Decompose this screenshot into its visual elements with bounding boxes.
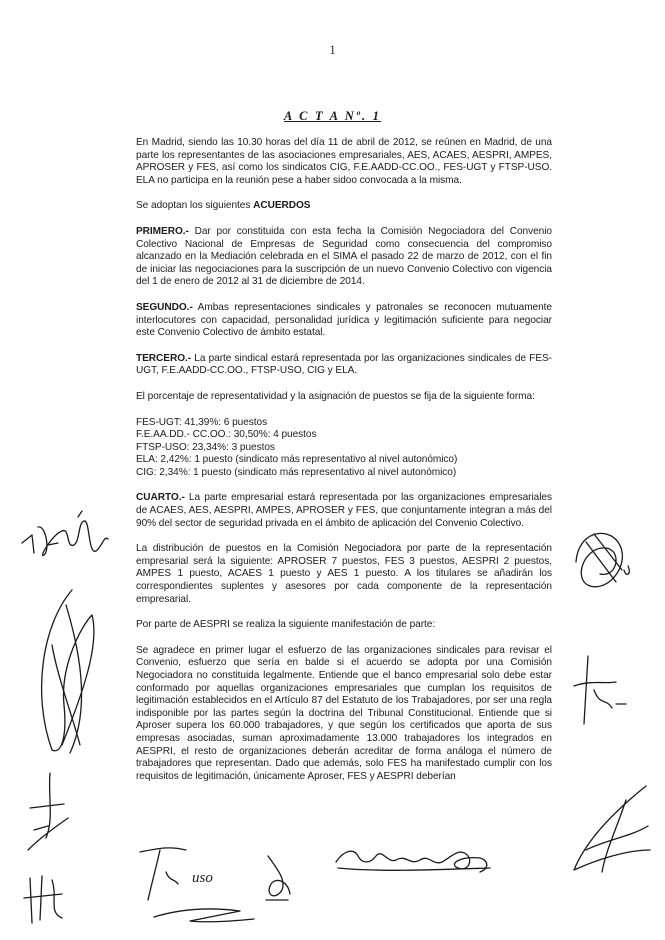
list-item: F.E.AA.DD.- CC.OO.: 30,50%: 4 puestos [136, 429, 317, 441]
section-segundo-text: Ambas representaciones sindicales y patronales se reconocen mutuamente interlocutores con capacidad, personalidad jurídica y legitimación suficiente para negociar este Convenio Colectivo de ámbito estatal. [136, 301, 552, 339]
list-item: FTSP-USO: 23,34%: 3 puestos [136, 441, 275, 453]
employer-distribution: La distribución de puestos en la Comisión Negociadora por parte de la representación empresarial será la siguiente: APROSER 7 puestos, FES 3 puestos, AESPRI 2 puestos, AMPES 1 puesto, ACAES 1 puesto y AES 1 puesto. A los titulares se añadirán los correspondientes suplentes y asesores por cada componente de la representación empresarial. [136, 543, 552, 605]
signature-right-bottom [566, 780, 656, 880]
signature-bottom-center [258, 850, 298, 905]
section-segundo [136, 302, 552, 340]
representativity-intro: El porcentaje de representatividad y la asignación de puestos se fija de la siguiente forma: [136, 390, 535, 402]
signature-bottom-flourish [150, 895, 260, 930]
section-segundo-heading: SEGUNDO.- [136, 301, 193, 313]
section-cuarto-heading: CUARTO.- [136, 492, 185, 504]
document-title: A C T A Nº. 1 [283, 109, 382, 123]
signature-left-mid [20, 768, 90, 858]
section-primero-heading: PRIMERO.- [136, 225, 189, 237]
section-primero [136, 226, 552, 289]
signature-left-bottom [18, 868, 73, 928]
section-tercero-heading: TERCERO.- [136, 352, 192, 364]
list-item: FES-UGT: 41,39%: 6 puestos [136, 416, 268, 428]
signature-bottom-right [330, 838, 495, 883]
page-number: 1 [329, 42, 336, 57]
section-tercero [136, 353, 552, 378]
signature-left-large [22, 585, 112, 760]
signature-right-top [566, 522, 636, 597]
aespri-intro: Por parte de AESPRI se realiza la siguiente manifestación de parte: [136, 619, 436, 631]
section-cuarto-text: La parte empresarial estará representada por las organizaciones empresariales de ACAES, AES, AESPRI, AMPES, APROSER y FES, que conjuntamente integran a más del 90% del sector de seguridad privada en el ámbito de aplicación del Convenio Colectivo. [136, 492, 552, 529]
agreements-intro [136, 200, 552, 213]
agreements-intro-text: Se adoptan los siguientes [136, 200, 254, 212]
union-distribution-list [136, 417, 552, 480]
aespri-statement: Se agradece en primer lugar el esfuerzo de las organizaciones sindicales para revisar el Convenio, esfuerzo que sería en balde si el acuerdo se adopta por una Comisión Negociadora no constituida legalmente. Entiende que el banco empresarial solo debe estar conformado por aquellas organizaciones empresariales que cumplan los requisitos de legitimación establecidos en el Artículo 87 del Estatuto de los Trabajadores, por ser una regla indisponible por las partes según la doctrina del Tribunal Constitucional. Entiende que si Aproser supera los 60.000 trabajadores, y que según los certificados que aporta de sus empresas asociadas, suman aproximadamente 13.000 trabajadores los integrados en AESPRI, el resto de organizaciones deberán acreditar de forma análoga el número de trabajadores que representan. Dado que además, solo FES ha manifestado cumplir con los requisitos de legitimación, únicamente Aproser, FES y AESPRI deberían [136, 644, 552, 782]
signature-right-mid [570, 650, 630, 730]
document-body [136, 137, 552, 783]
section-cuarto [136, 492, 552, 530]
signature-uso-text: uso [192, 870, 213, 886]
section-primero-text: Dar por constituida con esta fecha la Comisión Negociadora del Convenio Colectivo Nacional de Empresas de Seguridad como consecuencia del compromiso alcanzado en la Mediación celebrada en el SIMA el pasado 22 de marzo de 2012, con el fin de iniciar las negociaciones para la suscripción de un nuevo Convenio Colectivo con vigencia del 1 de enero de 2012 al 31 de diciembre de 2014. [136, 225, 552, 288]
agreements-heading: ACUERDOS [253, 200, 311, 212]
section-tercero-text: La parte sindical estará representada por las organizaciones sindicales de FES-UGT, F.E.AADD-CC.OO., FTSP-USO, CIG y ELA. [136, 352, 552, 377]
list-item: CIG: 2,34%: 1 puesto (sindicato más representativo al nivel autonómico) [136, 466, 457, 478]
intro-paragraph: En Madrid, siendo las 10.30 horas del día 11 de abril de 2012, se reúnen en Madrid, de una parte los representantes de las asociaciones empresariales, AES, ACAES, AESPRI, AMPES, APROSER y FES, así como los sindicatos CIG, F.E.AADD-CC.OO., FES-UGT y FTSP-USO. ELA no participa en la reunión pese a haber sidoo convocada a la misma. [136, 137, 552, 186]
list-item: ELA: 2,42%: 1 puesto (sindicato más representativo al nivel autonómico) [136, 454, 458, 466]
signature-left-top [18, 505, 113, 565]
